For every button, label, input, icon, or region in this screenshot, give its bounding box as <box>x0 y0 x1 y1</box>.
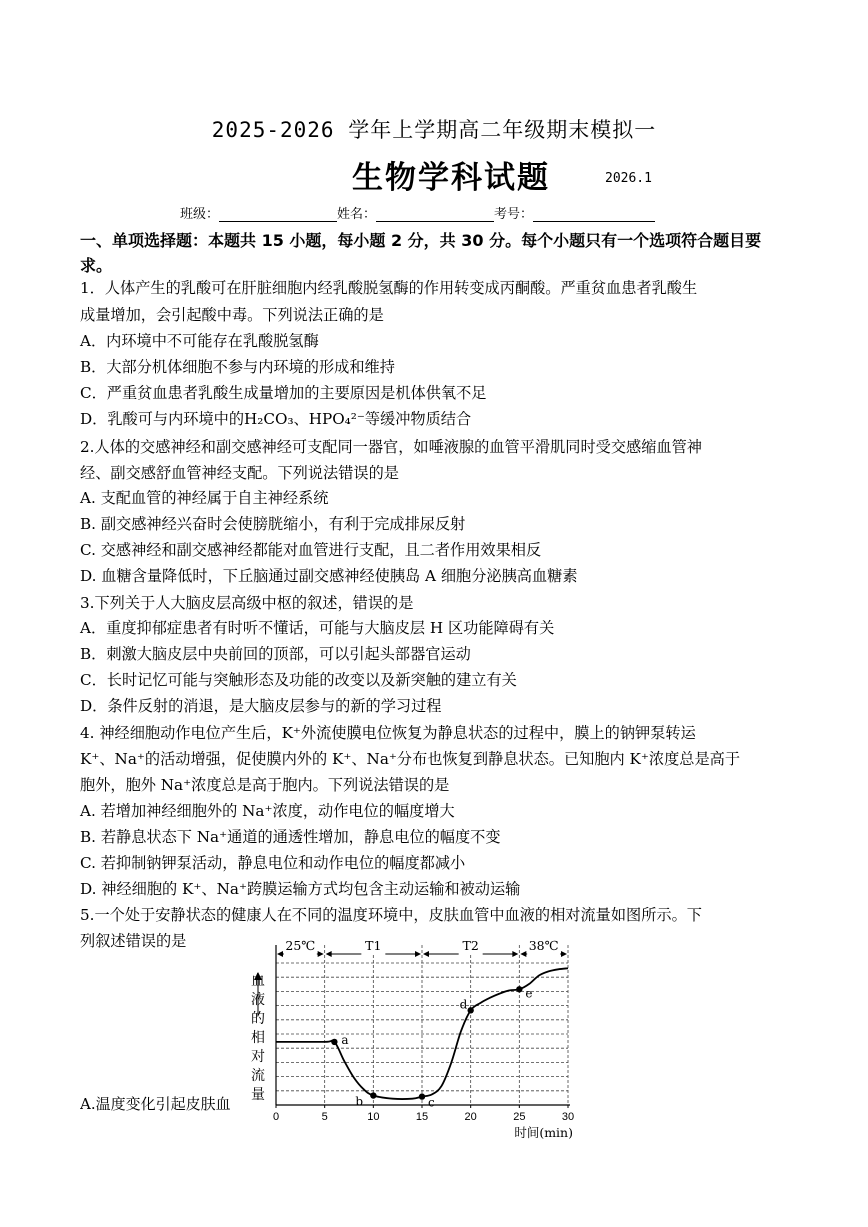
point-label-a: a <box>341 1032 349 1047</box>
question-line-q4a: 4. 神经细胞动作电位产生后，K⁺外流使膜电位恢复为静息状态的过程中，膜上的钠钾泵转运 <box>80 724 696 742</box>
y-axis-label-char: 的 <box>251 1011 265 1027</box>
point-label-e: e <box>525 986 533 1001</box>
question-line-q2a: 2.人体的交感神经和副交感神经可支配同一器官，如唾液腺的血管平滑肌同时受交感缩血管神 <box>80 438 702 456</box>
name-blank[interactable] <box>376 207 494 222</box>
question-line-q2b: 经、副交感舒血管神经支配。下列说法错误的是 <box>80 464 399 482</box>
question-line-q1a: 1．人体产生的乳酸可在肝脏细胞内经乳酸脱氢酶的作用转变成丙酮酸。严重贫血患者乳酸生 <box>80 279 698 297</box>
exam-title: 2025-2026 学年上学期高二年级期末模拟一 <box>211 118 657 142</box>
question-line-q3B: B．刺激大脑皮层中央前回的顶部，可以引起头部器官运动 <box>80 645 471 663</box>
question-line-q4B: B. 若静息状态下 Na⁺通道的通透性增加，静息电位的幅度不变 <box>80 828 501 846</box>
x-tick-label: 10 <box>367 1111 380 1123</box>
question-line-q1b: 成量增加，会引起酸中毒。下列说法正确的是 <box>80 306 384 324</box>
section-heading: 一、单项选择题：本题共 15 小题，每小题 2 分，共 30 分。每个小题只有一个选项符合题目要求。 <box>80 231 762 275</box>
y-axis-label-char: 血 <box>251 973 265 989</box>
class-label: 班级： <box>180 207 220 222</box>
name-label: 姓名： <box>337 207 377 222</box>
point-c <box>419 1093 425 1099</box>
y-axis-label-char: 对 <box>251 1049 265 1065</box>
question-line-q4A: A. 若增加神经细胞外的 Na⁺浓度，动作电位的幅度增大 <box>80 802 455 820</box>
question-line-q2C: C. 交感神经和副交感神经都能对血管进行支配，且二者作用效果相反 <box>80 541 542 559</box>
chart-svg <box>236 936 586 1146</box>
question-line-q5a: 5.一个处于安静状态的健康人在不同的温度环境中，皮肤血管中血液的相对流量如图所示。下 <box>80 906 702 924</box>
question-line-q1A: A．内环境中不可能存在乳酸脱氢酶 <box>80 332 319 350</box>
segment-arrowhead-right <box>415 951 421 957</box>
subject-title: 生物学科试题 <box>352 160 550 196</box>
point-label-d: d <box>459 997 468 1012</box>
segment-arrowhead-left <box>520 951 526 957</box>
question-line-q2A: A. 支配血管的神经属于自主神经系统 <box>80 489 329 507</box>
question-line-q1B: B．大部分机体细胞不参与内环境的形成和维持 <box>80 358 395 376</box>
question-line-q1D: D．乳酸可与内环境中的H₂CO₃、HPO₄²⁻等缓冲物质结合 <box>80 410 472 428</box>
segment-label: 38℃ <box>528 938 559 953</box>
x-tick-label: 5 <box>321 1111 328 1123</box>
class-blank[interactable] <box>219 207 337 222</box>
option-5a-text: A.温度变化引起皮肤血 <box>80 1095 231 1113</box>
question-line-q1C: C．严重贫血患者乳酸生成量增加的主要原因是机体供氧不足 <box>80 384 487 402</box>
question-line-q3A: A．重度抑郁症患者有时听不懂话，可能与大脑皮层 H 区功能障碍有关 <box>80 619 555 637</box>
x-tick-label: 0 <box>272 1111 280 1123</box>
question-line-q4D: D. 神经细胞的 K⁺、Na⁺跨膜运输方式均包含主动运输和被动运输 <box>80 880 521 898</box>
x-tick-label: 15 <box>415 1111 429 1123</box>
question-line-q5b: 列叙述错误的是 <box>80 932 187 950</box>
question-line-q3C: C．长时记忆可能与突触形态及功能的改变以及新突触的建立有关 <box>80 671 517 689</box>
point-a <box>331 1039 337 1045</box>
point-e <box>516 986 522 992</box>
x-tick-label: 30 <box>561 1111 575 1123</box>
question-line-q2D: D. 血糖含量降低时，下丘脑通过副交感神经使胰岛 A 细胞分泌胰高血糖素 <box>80 567 578 585</box>
segment-label: T1 <box>365 938 382 953</box>
segment-arrowhead-right <box>512 951 518 957</box>
y-axis-label-char: 液 <box>251 992 265 1008</box>
question-line-q2B: B. 副交感神经兴奋时会使膀胱缩小，有利于完成排尿反射 <box>80 515 466 533</box>
segment-label: T2 <box>462 938 479 953</box>
x-tick-label: 25 <box>513 1111 526 1123</box>
y-axis-label-char: 流 <box>251 1068 265 1084</box>
segment-arrowhead-left <box>423 951 429 957</box>
question-line-q4C: C. 若抑制钠钾泵活动，静息电位和动作电位的幅度都减小 <box>80 854 466 872</box>
y-axis-label-char: 相 <box>251 1030 265 1046</box>
x-axis-label: 时间(min) <box>514 1125 573 1140</box>
segment-arrowhead-left <box>277 951 283 957</box>
blood-flow-chart <box>236 936 586 1146</box>
point-label-c: c <box>428 1095 435 1110</box>
question-line-q4b: K⁺、Na⁺的活动增强，促使膜内外的 K⁺、Na⁺分布也恢复到静息状态。已知胞内 K⁺浓度总是高于 <box>80 750 741 768</box>
segment-arrowhead-left <box>326 951 332 957</box>
student-info-row <box>180 203 655 222</box>
exam-no-label: 考号： <box>494 207 534 222</box>
segment-label: 25℃ <box>285 938 316 953</box>
question-line-q3a: 3.下列关于人大脑皮层高级中枢的叙述，错误的是 <box>80 594 414 612</box>
segment-arrowhead-right <box>318 951 324 957</box>
segment-arrowhead-right <box>561 951 567 957</box>
exam-date: 2026.1 <box>605 171 652 186</box>
question-line-q3D: D．条件反射的消退，是大脑皮层参与的新的学习过程 <box>80 697 442 715</box>
y-axis-label-char: 量 <box>251 1087 265 1103</box>
point-b <box>370 1092 376 1098</box>
point-d <box>467 1007 473 1013</box>
exam-no-blank[interactable] <box>533 207 655 222</box>
question-line-q4c: 胞外，胞外 Na⁺浓度总是高于胞内。下列说法错误的是 <box>80 776 450 794</box>
x-tick-label: 20 <box>464 1111 477 1123</box>
point-label-b: b <box>355 1094 364 1109</box>
